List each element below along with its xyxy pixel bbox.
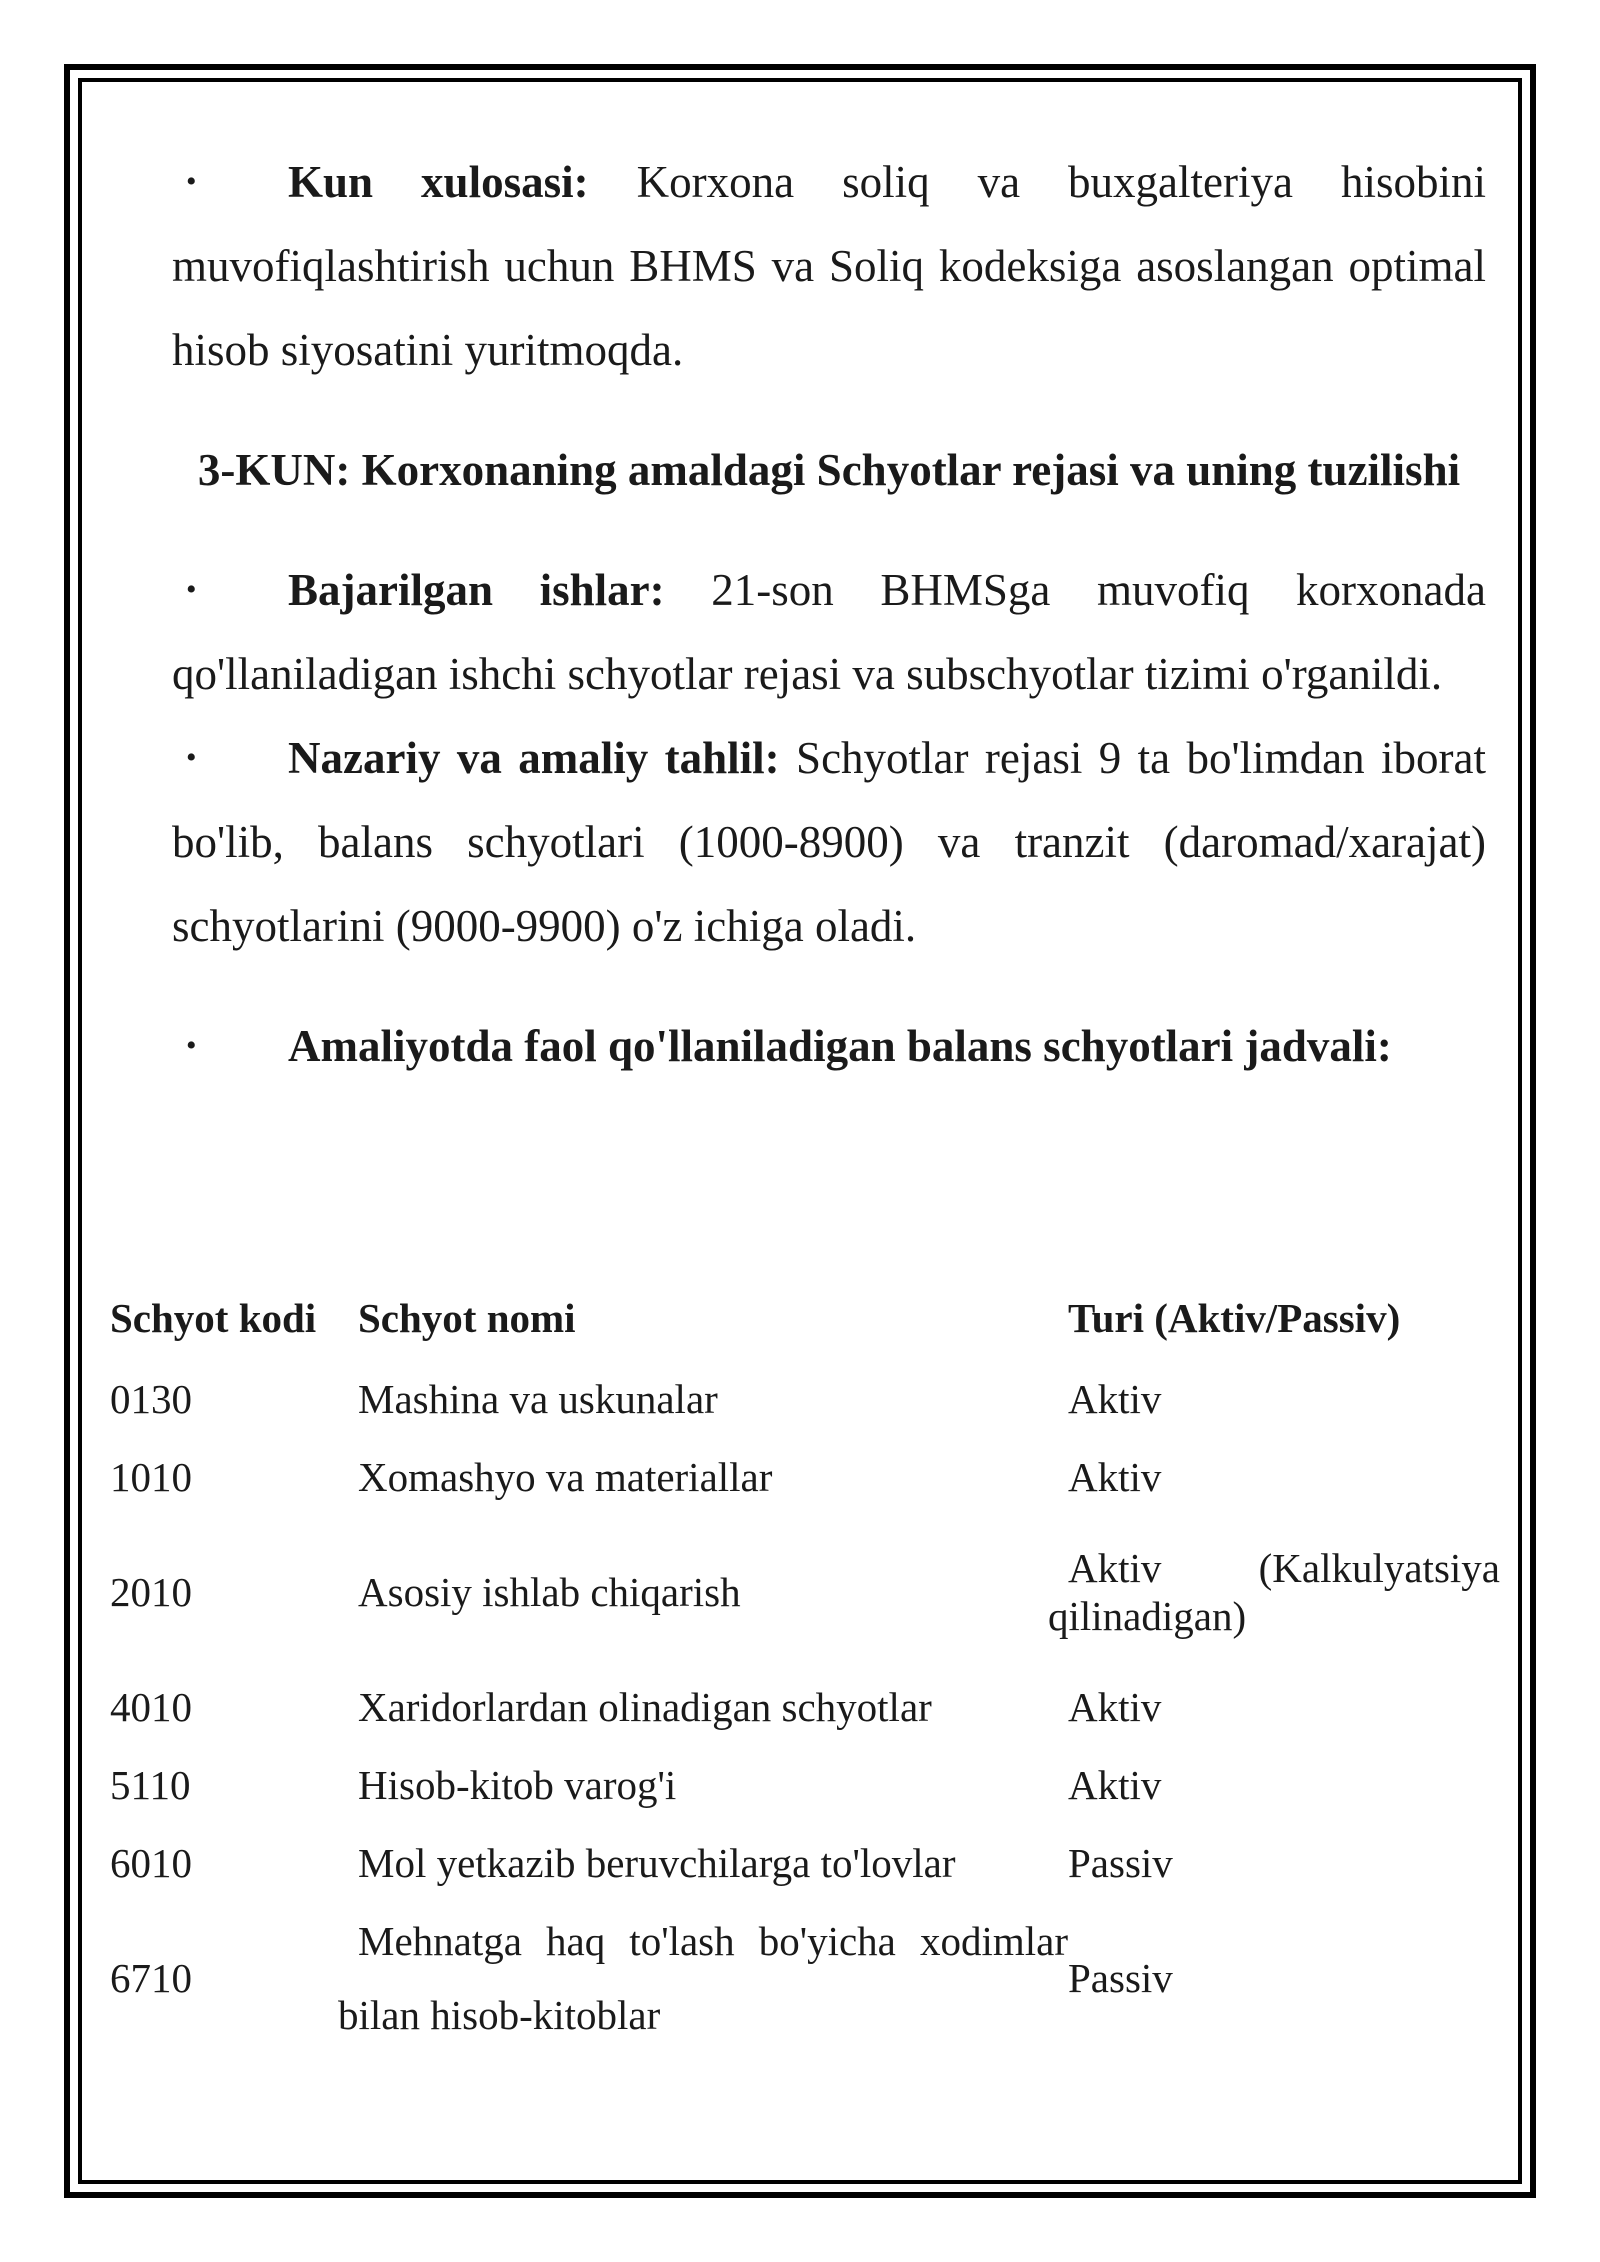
cell-code: 1010 [110, 1454, 192, 1500]
cell-type: Aktiv [1068, 1376, 1162, 1422]
paragraph-label: Amaliyotda faol qo'llaniladigan balans schyotlari jadvali: [288, 1021, 1392, 1071]
cell-name: Hisob-kitob varog'i [358, 1762, 677, 1808]
cell-name: Xaridorlardan olinadigan schyotlar [358, 1684, 932, 1730]
cell-type-line-1: Aktiv (Kalkulyatsiya [1068, 1545, 1500, 1591]
table-row [110, 1902, 1500, 2054]
table-row [110, 1668, 1500, 1746]
document-body [172, 140, 1486, 1088]
header-code: Schyot kodi [110, 1295, 317, 1341]
table-header-row [110, 1276, 1500, 1360]
cell-name: Mashina va uskunalar [358, 1376, 718, 1422]
cell-type: Passiv [1068, 1955, 1173, 2001]
table-row [110, 1824, 1500, 1902]
cell-code: 2010 [110, 1569, 192, 1615]
paragraph-text: Korxona soliq va buxgalteriya hisobini muvofiqlashtirish uchun BHMS va Soliq kodeksiga asoslangan optimal hisob siyosatini yuritmoqda. [172, 157, 1486, 375]
cell-type [1048, 1516, 1500, 1668]
accounts-table [110, 1276, 1500, 2054]
cell-type: Passiv [1068, 1840, 1173, 1886]
cell-name-line-2: bilan hisob-kitoblar [338, 1992, 661, 2038]
paragraph-day-summary [172, 140, 1486, 392]
header-type: Turi (Aktiv/Passiv) [1068, 1295, 1401, 1341]
header-name: Schyot nomi [358, 1295, 576, 1341]
cell-type: Aktiv [1068, 1762, 1162, 1808]
cell-code: 5110 [110, 1762, 191, 1808]
cell-type-line-2: qilinadigan) [1048, 1593, 1247, 1639]
table-row [110, 1438, 1500, 1516]
cell-code: 4010 [110, 1684, 192, 1730]
cell-name: Asosiy ishlab chiqarish [358, 1569, 741, 1615]
paragraph-table-title [172, 1004, 1486, 1088]
table-row [110, 1360, 1500, 1438]
paragraph-text: 21-son BHMSga muvofiq korxonada qo'llaniladigan ishchi schyotlar rejasi va subschyotlar tizimi o'rganildi. [172, 565, 1486, 699]
paragraph-label: Bajarilgan ishlar: [288, 565, 665, 615]
paragraph-completed-work [172, 548, 1486, 716]
paragraph-label: Nazariy va amaliy tahlil: [288, 733, 780, 783]
cell-code: 6010 [110, 1840, 192, 1886]
cell-name: Mol yetkazib beruvchilarga to'lovlar [358, 1840, 956, 1886]
paragraph-analysis [172, 716, 1486, 968]
table-row [110, 1516, 1500, 1668]
section-heading: 3-KUN: Korxonaning amaldagi Schyotlar rejasi va uning tuzilishi [197, 445, 1461, 495]
cell-type: Aktiv [1068, 1454, 1162, 1500]
cell-type: Aktiv [1068, 1684, 1162, 1730]
cell-code: 0130 [110, 1376, 192, 1422]
table-row [110, 1746, 1500, 1824]
cell-name: Xomashyo va materiallar [358, 1454, 773, 1500]
cell-code: 6710 [110, 1955, 192, 2001]
cell-name [338, 1902, 1068, 2054]
paragraph-label: Kun xulosasi: [288, 157, 589, 207]
cell-name-line-1: Mehnatga haq to'lash bo'yicha xodimlar [358, 1918, 1068, 1964]
paragraph-text: Schyotlar rejasi 9 ta bo'limdan iborat bo'lib, balans schyotlari (1000-8900) va tranzit (daromad/xarajat) schyotlarini (9000-9900) o'z ichiga oladi. [172, 733, 1486, 951]
